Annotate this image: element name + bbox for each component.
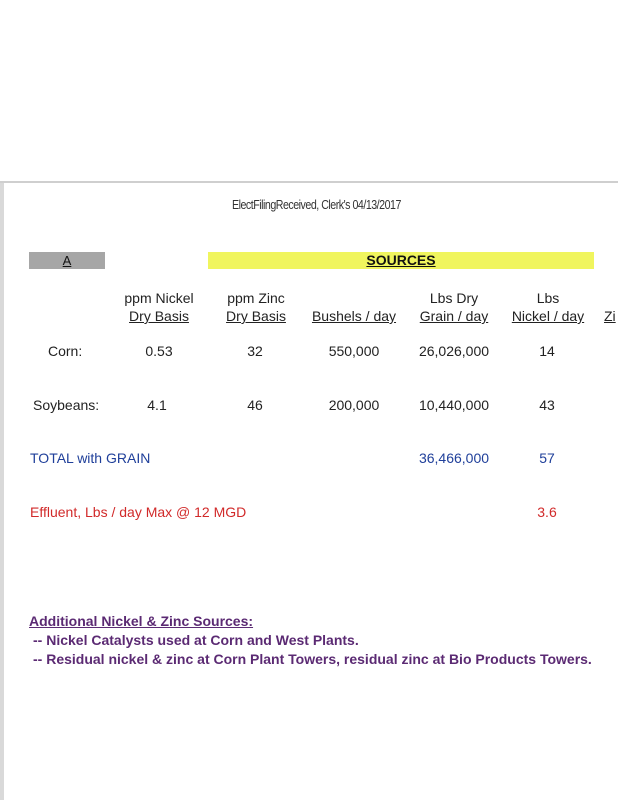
total-label: TOTAL with GRAIN: [30, 450, 151, 466]
header-grain-line2: Grain / day: [419, 308, 489, 324]
row-soybeans-zinc-ppm: 46: [247, 397, 263, 413]
row-soybeans-nickel-lbs: 43: [539, 397, 555, 413]
header-nickel-lbs: [508, 289, 588, 325]
total-grain: 36,466,000: [418, 450, 490, 466]
header-nickel-ppm-line1: ppm Nickel: [124, 290, 194, 306]
effluent-label: Effluent, Lbs / day Max @ 12 MGD: [30, 504, 247, 520]
filing-stamp-text: ElectFilingReceived, Clerk's 04/13/2017: [232, 197, 401, 212]
row-corn-nickel-ppm: 0.53: [145, 343, 173, 359]
row-soybeans-bushels: 200,000: [328, 397, 380, 413]
notes-item: -- Nickel Catalysts used at Corn and West Plants.: [33, 632, 359, 648]
header-grain: [412, 289, 496, 325]
header-grain-line1: Lbs Dry: [429, 290, 479, 306]
header-bushels-line2: Bushels / day: [311, 308, 397, 324]
column-a-header: A: [29, 252, 105, 269]
header-zinc-ppm-line1: ppm Zinc: [227, 290, 285, 306]
sources-header: SOURCES: [208, 252, 594, 269]
effluent-nickel-lbs: 3.6: [537, 504, 557, 520]
notes-title: Additional Nickel & Zinc Sources:: [29, 613, 254, 629]
header-bushels-line1: [352, 290, 356, 306]
scan-top-edge: [0, 181, 618, 183]
header-zinc-ppm: [220, 289, 292, 325]
total-nickel-lbs: 57: [539, 450, 555, 466]
row-corn-grain: 26,026,000: [418, 343, 490, 359]
header-zinc-lbs-cut: [604, 289, 618, 325]
row-soybeans-label: Soybeans:: [33, 397, 100, 413]
additional-sources-notes: [29, 612, 592, 669]
header-zinc-cut-line2: Zi: [604, 308, 616, 324]
header-nickel-ppm-line2: Dry Basis: [129, 308, 189, 324]
header-nickel-ppm: [120, 289, 198, 325]
row-corn-bushels: 550,000: [328, 343, 380, 359]
filing-stamp: [232, 197, 401, 212]
header-zinc-cut-line1: [604, 290, 608, 306]
notes-item: -- Residual nickel & zinc at Corn Plant Towers, residual zinc at Bio Products Towers.: [33, 651, 592, 667]
row-corn-zinc-ppm: 32: [247, 343, 263, 359]
header-nickel-lbs-line2: Nickel / day: [511, 308, 585, 324]
scan-left-edge: [0, 183, 4, 800]
row-soybeans-grain: 10,440,000: [418, 397, 490, 413]
header-nickel-lbs-line1: Lbs: [536, 290, 560, 306]
header-zinc-ppm-line2: Dry Basis: [226, 308, 286, 324]
row-corn-label: Corn:: [48, 343, 83, 359]
header-bushels: [306, 289, 402, 325]
row-corn-nickel-lbs: 14: [539, 343, 555, 359]
row-soybeans-nickel-ppm: 4.1: [147, 397, 167, 413]
